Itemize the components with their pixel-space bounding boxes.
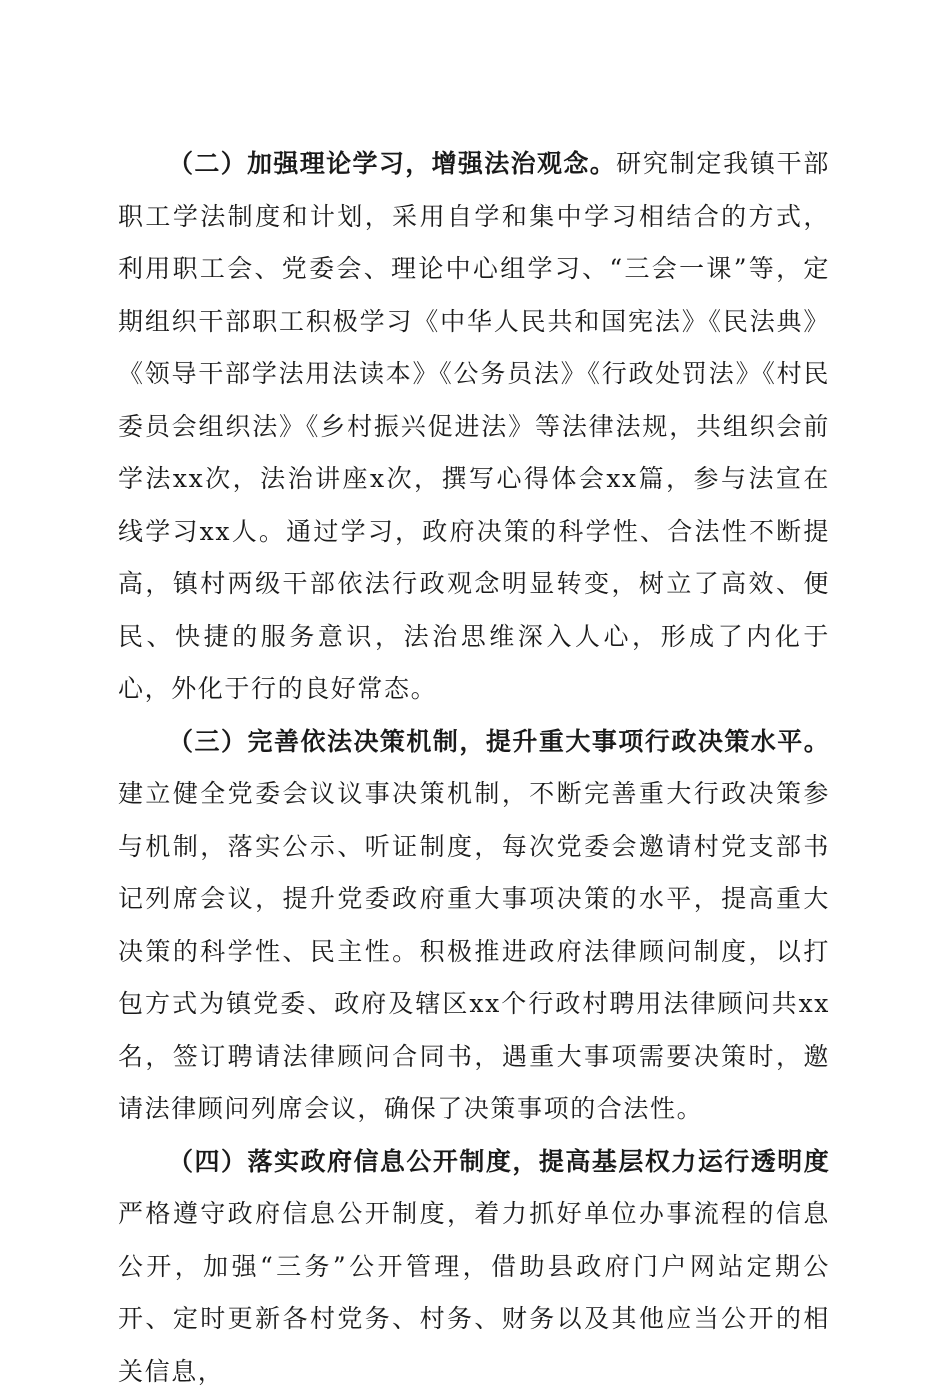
paragraph-3 bbox=[118, 716, 830, 1136]
paragraph-2-text: 研究制定我镇干部职工学法制度和计划，采用自学和集中学习相结合的方式，利用职工会、党委会、理论中心组学习、“三会一课”等，定期组织干部职工积极学习《中华人民共和国宪法》《民法典》《领导干部学法用法读本》《公务员法》《行政处罚法》《村民委员会组织法》《乡村振兴促进法》等法律法规，共组织会前学法xx次，法治讲座x次，撰写心得体会xx篇，参与法宣在线学习xx人。通过学习，政府决策的科学性、合法性不断提高，镇村两级干部依法行政观念明显转变，树立了高效、便民、快捷的服务意识，法治思维深入人心，形成了内化于心，外化于行的良好常态。 bbox=[118, 149, 830, 703]
document-body bbox=[118, 138, 830, 1398]
paragraph-2 bbox=[118, 138, 830, 716]
paragraph-3-heading: （三）完善依法决策机制，提升重大事项行政决策水平。 bbox=[168, 727, 830, 756]
paragraph-4 bbox=[118, 1136, 830, 1398]
paragraph-4-text: 严格遵守政府信息公开制度，着力抓好单位办事流程的信息公开，加强“三务”公开管理，借助县政府门户网站定期公开、定时更新各村党务、村务、财务以及其他应当公开的相关信息， bbox=[118, 1199, 830, 1386]
paragraph-3-text: 建立健全党委会议议事决策机制，不断完善重大行政决策参与机制，落实公示、听证制度，每次党委会邀请村党支部书记列席会议，提升党委政府重大事项决策的水平，提高重大决策的科学性、民主性。积极推进政府法律顾问制度，以打包方式为镇党委、政府及辖区xx个行政村聘用法律顾问共xx名，签订聘请法律顾问合同书，遇重大事项需要决策时，邀请法律顾问列席会议，确保了决策事项的合法性。 bbox=[118, 779, 830, 1123]
paragraph-4-heading: （四）落实政府信息公开制度，提高基层权力运行透明度 bbox=[168, 1147, 830, 1176]
paragraph-2-heading: （二）加强理论学习，增强法治观念。 bbox=[168, 149, 616, 178]
